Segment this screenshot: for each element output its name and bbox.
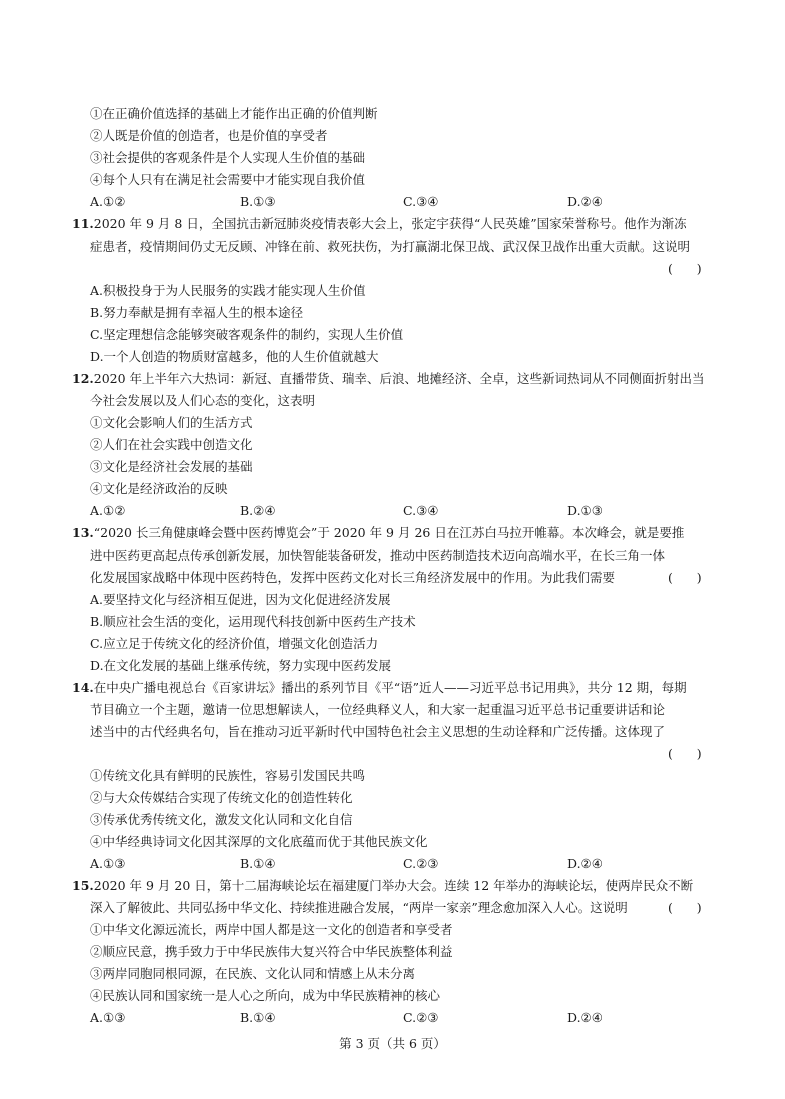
page-footer: 第 3 页（共 6 页） [339, 1036, 446, 1051]
q12-statement-1: ①文化会影响人们的生活方式 [90, 415, 253, 430]
q10-choice-c: C.③④ [403, 194, 439, 209]
q12-statement-2: ②人们在社会实践中创造文化 [90, 437, 253, 452]
q14-choice-c: C.②③ [403, 856, 439, 871]
q14-choice-b: B.①④ [240, 856, 276, 871]
q15-choice-d: D.②④ [567, 1010, 603, 1025]
q11-option-d: D.一个人创造的物质财富越多，他的人生价值就越大 [90, 349, 379, 364]
q12-stem-line-2: 今社会发展以及人们心态的变化，这表明 [90, 393, 316, 408]
q14-statement-2: ②与大众传媒结合实现了传统文化的创造性转化 [90, 790, 353, 805]
q15-choice-a: A.①③ [90, 1010, 126, 1025]
q12-choice-d: D.①③ [567, 503, 603, 518]
q11-option-b: B.努力奉献是拥有幸福人生的根本途径 [90, 305, 304, 320]
q15-stem-text-1: 2020 年 9 月 20 日，第十二届海峡论坛在福建厦门举办大会。连续 12 年举办的海峡论坛，使两岸民众不断 [93, 878, 694, 893]
q13-number: 13. [72, 525, 94, 540]
q10-statement-2: ②人既是价值的创造者，也是价值的享受者 [90, 128, 328, 143]
q14-choice-a: A.①③ [90, 856, 126, 871]
q15-choice-c: C.②③ [403, 1010, 439, 1025]
q10-choice-b: B.①③ [240, 194, 276, 209]
q14-number: 14. [72, 680, 94, 695]
q12-statement-3: ③文化是经济社会发展的基础 [90, 459, 253, 474]
q14-statement-4: ④中华经典诗词文化因其深厚的文化底蕴而优于其他民族文化 [90, 834, 428, 849]
q15-statement-2: ②顺应民意，携手致力于中华民族伟大复兴符合中华民族整体利益 [90, 944, 453, 959]
q13-option-b: B.顺应社会生活的变化，运用现代科技创新中医药生产技术 [90, 614, 416, 629]
q14-stem-line-3: 述当中的古代经典名句，旨在推动习近平新时代中国特色社会主义思想的生动诠释和广泛传播。这体现了 [90, 724, 666, 739]
q15-stem-line-2: 深入了解彼此、共同弘扬中华文化、持续推进融合发展，“两岸一家亲”理念愈加深入人心。这说明 [90, 900, 628, 915]
q12-choice-b: B.②④ [240, 503, 276, 518]
q11-stem-line-2: 症患者，疫情期间仍丈无反顾、冲锋在前、救死扶伤，为打赢湖北保卫战、武汉保卫战作出重大贡献。这说明 [90, 239, 691, 254]
q13-stem-text-1: “2020 长三角健康峰会暨中医药博览会”于 2020 年 9 月 26 日在江苏白马拉开帷幕。本次峰会，就是要推 [93, 525, 685, 540]
q14-stem-line-1 [72, 679, 687, 697]
q10-statement-1: ①在正确价值选择的基础上才能作出正确的价值判断 [90, 106, 378, 121]
q10-statement-3: ③社会提供的客观条件是个人实现人生价值的基础 [90, 150, 366, 165]
q10-statement-4: ④每个人只有在满足社会需要中才能实现自我价值 [90, 172, 366, 187]
q15-statement-3: ③两岸同胞同根同源，在民族、文化认同和情感上从未分离 [90, 966, 416, 981]
q12-stem-line-1 [72, 370, 705, 388]
q11-option-a: A.积极投身于为人民服务的实践才能实现人生价值 [90, 283, 366, 298]
q15-stem-line-1 [72, 877, 693, 895]
q14-statement-3: ③传承优秀传统文化，激发文化认同和文化自信 [90, 812, 353, 827]
q12-number: 12. [72, 371, 94, 386]
q13-option-a: A.要坚持文化与经济相互促进，因为文化促进经济发展 [90, 592, 391, 607]
q15-answer-paren: ( ) [668, 900, 702, 915]
q13-stem-line-3: 化发展国家战略中体现中医药特色，发挥中医药文化对长三角经济发展中的作用。为此我们需要 [90, 570, 616, 585]
q15-statement-1: ①中华文化源远流长，两岸中国人都是这一文化的创造者和享受者 [90, 922, 453, 937]
q13-answer-paren: ( ) [668, 570, 702, 585]
q13-stem-line-1 [72, 524, 684, 542]
q11-stem-line-1 [72, 215, 687, 233]
q13-stem-line-2: 进中医药更高起点传承创新发展，加快智能装备研发，推动中医药制造技术迈向高端水平，在长三角一体 [90, 548, 666, 563]
q13-option-c: C.应立足于传统文化的经济价值，增强文化创造活力 [90, 636, 379, 651]
q12-choice-c: C.③④ [403, 503, 439, 518]
q11-stem-text-1: 2020 年 9 月 8 日，全国抗击新冠肺炎疫情表彰大会上，张定宇获得“人民英雄”国家荣誉称号。他作为渐冻 [93, 216, 687, 231]
q12-statement-4: ④文化是经济政治的反映 [90, 481, 228, 496]
q15-number: 15. [72, 878, 94, 893]
q14-answer-paren: ( ) [668, 746, 702, 761]
q14-stem-text-1: 在中央广播电视总台《百家讲坛》播出的系列节目《平“语”近人——习近平总书记用典》，共分 12 期，每期 [93, 680, 687, 695]
q13-option-d: D.在文化发展的基础上继承传统，努力实现中医药发展 [90, 658, 392, 673]
q14-choice-d: D.②④ [567, 856, 603, 871]
q10-choice-a: A.①② [90, 194, 126, 209]
q14-statement-1: ①传统文化具有鲜明的民族性，容易引发国民共鸣 [90, 768, 366, 783]
q11-number: 11. [72, 216, 94, 231]
q15-choice-b: B.①④ [240, 1010, 276, 1025]
q12-stem-text-1: 2020 年上半年六大热词：新冠、直播带货、瑞幸、后浪、地摊经济、全卓，这些新词热词从不同侧面折射出当 [93, 371, 705, 386]
q11-option-c: C.坚定理想信念能够突破客观条件的制约，实现人生价值 [90, 327, 404, 342]
q14-stem-line-2: 节目确立一个主题，邀请一位思想解读人，一位经典释义人，和大家一起重温习近平总书记重要讲话和论 [90, 702, 666, 717]
q12-choice-a: A.①② [90, 503, 126, 518]
q15-statement-4: ④民族认同和国家统一是人心之所向，成为中华民族精神的核心 [90, 988, 441, 1003]
q10-choice-d: D.②④ [567, 194, 603, 209]
q11-answer-paren: ( ) [668, 261, 702, 276]
